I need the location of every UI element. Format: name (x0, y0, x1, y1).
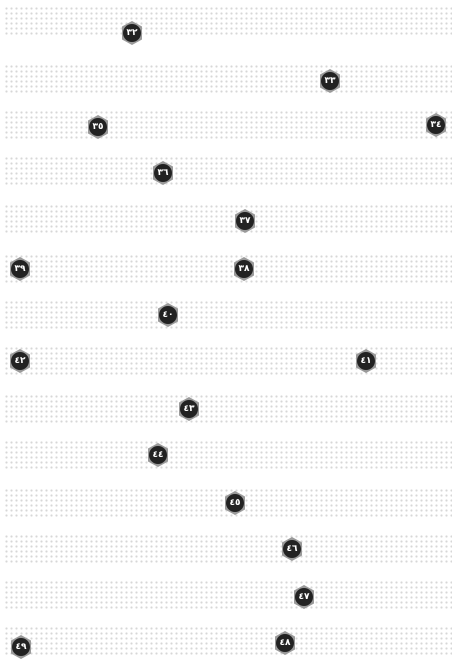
text-line (4, 156, 452, 186)
text-line (4, 254, 452, 284)
text-line (4, 204, 452, 234)
ayah-number: ٣٧ (239, 216, 251, 226)
dotted-tracing-pattern (4, 346, 452, 376)
dotted-tracing-pattern (4, 440, 452, 470)
ayah-number: ٤٥ (229, 498, 241, 508)
ayah-number: ٣٣ (324, 76, 336, 86)
ayah-end-marker-icon (7, 256, 33, 282)
ayah-number: ٣٤ (430, 120, 442, 130)
ayah-end-marker-icon (8, 634, 34, 660)
ayah-end-marker-icon (232, 208, 258, 234)
ayah-number: ٤٧ (298, 592, 310, 602)
ayah-end-marker-icon (272, 630, 298, 656)
text-line (4, 110, 452, 140)
dotted-tracing-pattern (4, 156, 452, 186)
dotted-tracing-pattern (4, 626, 452, 656)
text-line (4, 300, 452, 330)
dotted-tracing-pattern (4, 394, 452, 424)
dotted-tracing-pattern (4, 534, 452, 564)
ayah-number: ٣٥ (92, 122, 104, 132)
ayah-end-marker-icon (85, 114, 111, 140)
text-line (4, 346, 452, 376)
ayah-number: ٤٢ (14, 356, 26, 366)
ayah-number: ٤٦ (286, 544, 298, 554)
ayah-number: ٤٣ (183, 404, 195, 414)
ayah-end-marker-icon (279, 536, 305, 562)
dotted-tracing-pattern (4, 6, 452, 36)
dotted-tracing-pattern (4, 64, 452, 94)
ayah-end-marker-icon (145, 442, 171, 468)
dotted-tracing-pattern (4, 300, 452, 330)
text-line (4, 440, 452, 470)
ayah-number: ٤٩ (15, 642, 27, 652)
dotted-tracing-pattern (4, 254, 452, 284)
text-line (4, 534, 452, 564)
ayah-end-marker-icon (291, 584, 317, 610)
ayah-end-marker-icon (353, 348, 379, 374)
text-line (4, 580, 452, 610)
dotted-tracing-pattern (4, 204, 452, 234)
ayah-end-marker-icon (231, 256, 257, 282)
ayah-end-marker-icon (7, 348, 33, 374)
ayah-number: ٤١ (360, 356, 372, 366)
ayah-end-marker-icon (317, 68, 343, 94)
ayah-end-marker-icon (119, 20, 145, 46)
text-line (4, 64, 452, 94)
text-line (4, 394, 452, 424)
ayah-end-marker-icon (150, 160, 176, 186)
ayah-number: ٣٢ (126, 28, 138, 38)
ayah-end-marker-icon (222, 490, 248, 516)
ayah-number: ٤٠ (162, 310, 174, 320)
ayah-number: ٣٨ (238, 264, 250, 274)
ayah-end-marker-icon (176, 396, 202, 422)
text-line (4, 6, 452, 36)
dotted-tracing-pattern (4, 580, 452, 610)
ayah-number: ٣٦ (157, 168, 169, 178)
dotted-tracing-pattern (4, 110, 452, 140)
ayah-end-marker-icon (155, 302, 181, 328)
ayah-number: ٤٤ (152, 450, 164, 460)
ayah-number: ٤٨ (279, 638, 291, 648)
text-line (4, 626, 452, 656)
ayah-end-marker-icon (423, 112, 449, 138)
ayah-number: ٣٩ (14, 264, 26, 274)
